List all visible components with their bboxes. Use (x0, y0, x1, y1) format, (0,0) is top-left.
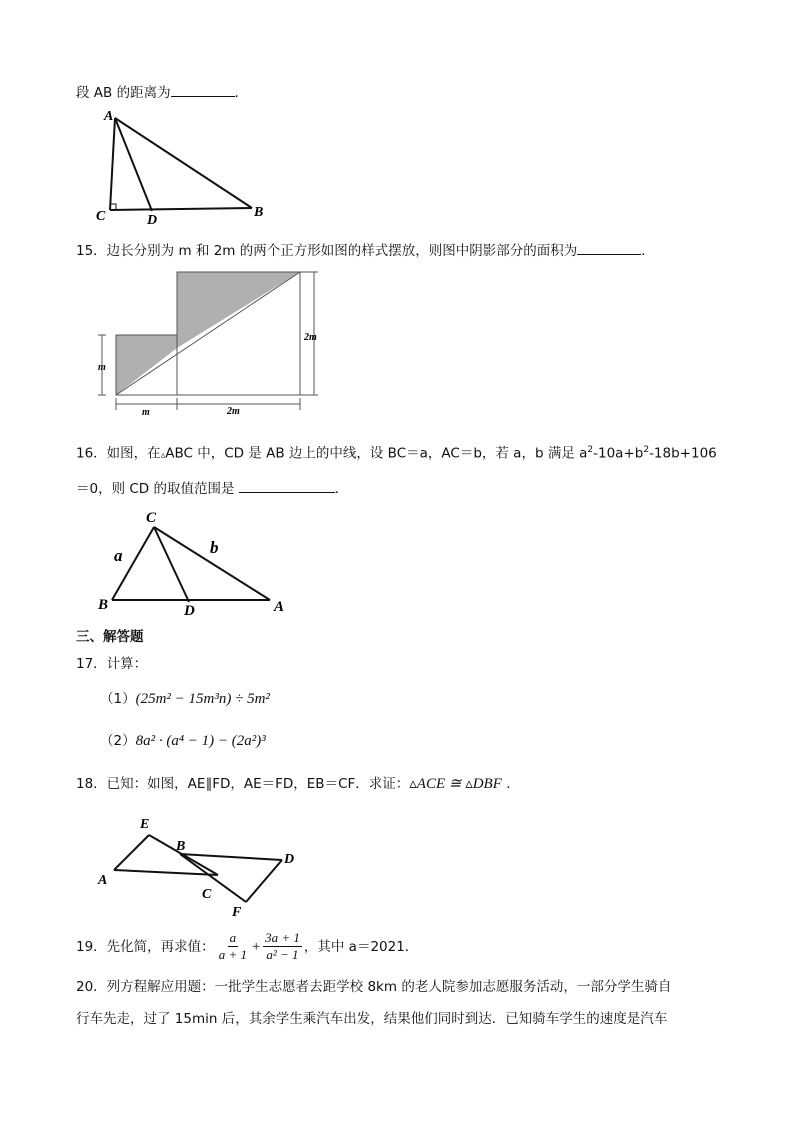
q16-text-b: ABC 中，CD 是 AB 边上的中线，设 BC＝a，AC＝b，若 a，b 满足 a (165, 445, 588, 462)
label-2m-side: 2m (304, 332, 317, 343)
q17-part1 (100, 690, 270, 708)
label-C: C (202, 887, 212, 902)
label-m-bottom: m (142, 407, 150, 418)
q18-period: ． (506, 776, 520, 792)
q18-text: 18．已知：如图，AE∥FD，AE＝FD，EB＝CF．求证： (76, 776, 410, 792)
q18-expression: ▵ACE ≅ ▵DBF (409, 776, 502, 792)
label-2m-bottom: 2m (227, 406, 240, 417)
section-heading: 三、解答题 (76, 629, 144, 645)
shaded-region-large (177, 272, 300, 348)
q14-text: 段 AB 的距离为 (76, 85, 171, 101)
figure-14-triangle (90, 108, 280, 228)
q18-line (76, 775, 520, 793)
label-b: b (210, 538, 219, 557)
q17-part2-expression: 8a² · (a⁴ − 1) − (2a²)³ (135, 733, 266, 749)
q16-line2 (76, 478, 348, 498)
shaded-region-small (116, 335, 177, 395)
label-B: B (98, 597, 109, 613)
label-A: A (104, 109, 114, 124)
q15-line (76, 240, 655, 260)
label-C: C (96, 209, 106, 224)
label-D: D (284, 852, 295, 867)
fraction-2-denominator: a² − 1 (266, 947, 299, 962)
q16-exponent: 2 (587, 445, 594, 455)
answer-blank (171, 82, 235, 97)
q16-text-c: -10a+b (593, 445, 644, 462)
q19-text: 19．先化简，再求值： (76, 938, 215, 955)
answer-blank (239, 478, 335, 493)
fraction-1-denominator: a + 1 (218, 947, 247, 962)
fraction-1-numerator: a (229, 930, 237, 945)
label-F: F (232, 905, 242, 920)
figure-18-quadrilateral (96, 812, 306, 922)
q17-part1-expression: (25m² − 15m³n) ÷ 5m² (135, 691, 270, 707)
q16-text-e: ＝0，则 CD 的取值范围是 (76, 481, 235, 497)
label-m-side: m (98, 362, 106, 373)
q16-text-a: 16．如图，在 (76, 445, 161, 462)
q14-period: ． (234, 85, 249, 101)
fraction-1 (217, 930, 249, 963)
label-A: A (98, 873, 108, 888)
fraction-2 (263, 930, 302, 963)
q15-text: 15．边长分别为 m 和 2m 的两个正方形如图的样式摆放，则图中阴影部分的面积为 (76, 243, 578, 259)
q17-part2-label: （2） (100, 733, 136, 749)
q19-end: ，其中 a＝2021． (303, 938, 419, 955)
label-a: a (114, 546, 123, 565)
q20-line2: 行车先走，过了 15min 后，其余学生乘汽车出发，结果他们同时到达．已知骑车学生的速度是汽车 (76, 1011, 668, 1027)
answer-blank (577, 240, 641, 255)
figure-16-triangle (92, 505, 292, 620)
q16-exponent: 2 (643, 445, 650, 455)
label-D: D (147, 213, 158, 228)
label-B: B (254, 205, 264, 220)
fraction-2-numerator: 3a + 1 (265, 930, 300, 945)
q20-line1: 20．列方程解应用题：一批学生志愿者去距学校 8km 的老人院参加志愿服务活动，一部分学生骑自 (76, 979, 672, 995)
q15-period: ． (641, 243, 655, 259)
plus-sign: + (250, 938, 262, 955)
q19-line (76, 930, 418, 963)
q14-line (76, 82, 248, 102)
label-E: E (140, 817, 150, 832)
q17-part2 (100, 732, 266, 750)
q16-line1 (76, 441, 717, 465)
q16-period: ． (334, 481, 349, 497)
label-C: C (146, 510, 157, 526)
triangle-symbol: ▵ (160, 450, 166, 461)
q16-text-d: -18b+106 (649, 445, 717, 462)
figure-15-squares (92, 268, 332, 418)
label-D: D (184, 603, 195, 619)
q17-part1-label: （1） (100, 691, 136, 707)
label-B: B (176, 839, 186, 854)
label-A: A (274, 599, 285, 615)
q17-title: 17．计算： (76, 656, 148, 672)
